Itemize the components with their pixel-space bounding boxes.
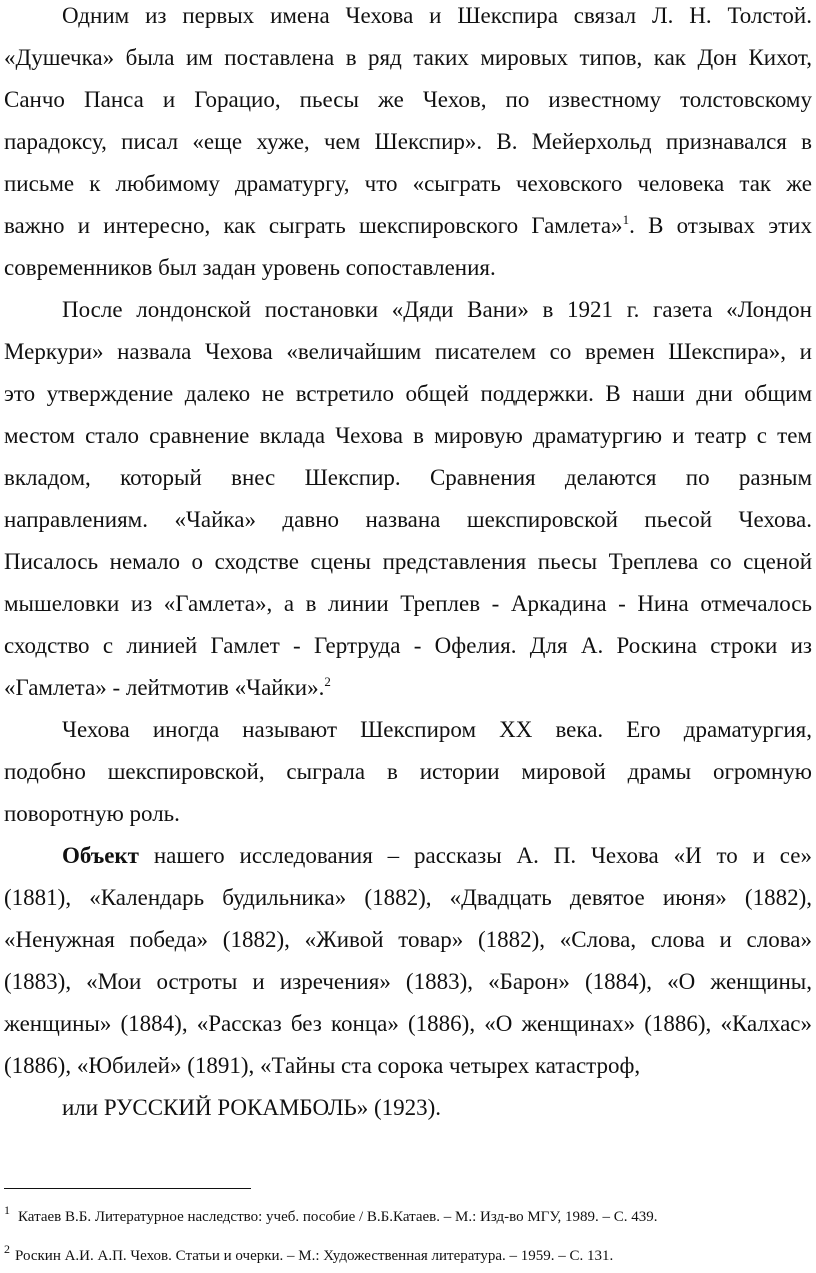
paragraph-1-line-5: письме к любимому драматургу, что «сыграть чеховского человека так же [4, 171, 812, 196]
paragraph-3-line-2: подобно шекспировской, сыграла в истории мировой драмы огромную [4, 759, 812, 784]
paragraph-1-line-6 [4, 212, 812, 240]
paragraph-2-line-2: Меркури» назвала Чехова «величайшим писателем со времен Шекспира», и [4, 339, 812, 364]
paragraph-4-line-5: женщины» (1884), «Рассказ без конца» (1886), «О женщинах» (1886), «Калхас» [4, 1011, 812, 1036]
paragraph-4-line-1 [62, 842, 812, 870]
paragraph-3-line-1: Чехова иногда называют Шекспиром XX века. Его драматургия, [62, 717, 812, 742]
paragraph-4-line-3: «Ненужная победа» (1882), «Живой товар» (1882), «Слова, слова и слова» [4, 927, 812, 952]
paragraph-2-line-4: местом стало сравнение вклада Чехова в мировую драматургию и театр с тем [4, 423, 812, 448]
paragraph-1-line-7: современников был задан уровень сопоставления. [4, 255, 496, 280]
paragraph-4-line-2: (1881), «Календарь будильника» (1882), «Двадцать девятое июня» (1882), [4, 885, 812, 910]
paragraph-3-line-3: поворотную роль. [4, 801, 180, 826]
paragraph-1-line-2: «Душечка» была им поставлена в ряд таких мировых типов, как Дон Кихот, [4, 45, 812, 70]
footnote-ref-2: 2 [324, 674, 331, 689]
paragraph-2-line-3: это утверждение далеко не встретило общей поддержки. В наши дни общим [4, 381, 812, 406]
paragraph-2-line-7: Писалось немало о сходстве сцены представления пьесы Треплева со сценой [4, 549, 812, 574]
paragraph-2-line-5: вкладом, который внес Шекспир. Сравнения делаются по разным [4, 465, 812, 490]
paragraph-4-line-7: или РУССКИЙ РОКАМБОЛЬ» (1923). [62, 1095, 442, 1120]
footnote-1-mark: 1 [4, 1203, 10, 1217]
footnote-1 [4, 1203, 658, 1227]
paragraph-2-line-1: После лондонской постановки «Дяди Вани» в 1921 г. газета «Лондон [62, 297, 812, 322]
paragraph-2-line-6: направлениям. «Чайка» давно названа шекспировской пьесой Чехова. [4, 507, 812, 532]
paragraph-2-line-9: сходство с линией Гамлет - Гертруда - Офелия. Для А. Роскина строки из [4, 633, 812, 658]
line-text: «Гамлета» - лейтмотив «Чайки». [4, 675, 325, 700]
paragraph-2-line-10 [4, 674, 812, 702]
object-term: Объект [62, 843, 139, 868]
paragraph-2-line-8: мышеловки из «Гамлета», а в линии Треплев - Аркадина - Нина отмечалось [4, 591, 812, 616]
paragraph-4-line-6: (1886), «Юбилей» (1891), «Тайны ста сорока четырех катастроф, [4, 1053, 641, 1078]
paragraph-1-line-1: Одним из первых имена Чехова и Шекспира связал Л. Н. Толстой. [62, 3, 812, 28]
footnote-2 [4, 1242, 614, 1266]
footnote-2-mark: 2 [4, 1242, 10, 1256]
paragraph-1-line-4: парадоксу, писал «еще хуже, чем Шекспир». В. Мейерхольд признавался в [4, 129, 812, 154]
line-text: важно и интересно, как сыграть шекспировского Гамлета» [4, 213, 623, 238]
footnote-separator [4, 1188, 251, 1189]
line-text: . В отзывах этих [629, 213, 812, 238]
footnote-1-text: Катаев В.Б. Литературное наследство: учеб. пособие / В.Б.Катаев. – М.: Изд-во МГУ, 1989. – С. 439. [18, 1209, 658, 1225]
paragraph-4-line-4: (1883), «Мои остроты и изречения» (1883), «Барон» (1884), «О женщины, [4, 969, 812, 994]
paragraph-1-line-3: Санчо Панса и Горацио, пьесы же Чехов, по известному толстовскому [4, 87, 812, 112]
line-text: нашего исследования – рассказы А. П. Чехова «И то и се» [139, 843, 812, 868]
footnote-2-text: Роскин А.И. А.П. Чехов. Статьи и очерки. – М.: Художественная литература. – 1959. – С. 131. [15, 1248, 614, 1264]
footnote-ref-1: 1 [622, 212, 630, 227]
